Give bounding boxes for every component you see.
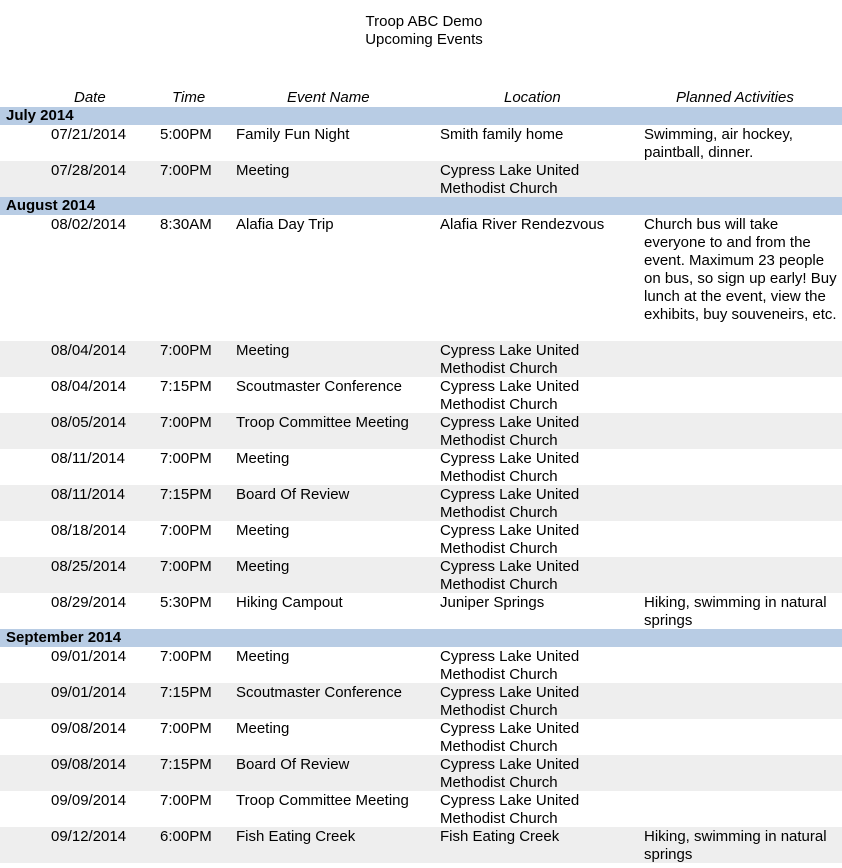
event-time: 7:00PM xyxy=(160,558,212,575)
event-location: Cypress Lake United Methodist Church xyxy=(440,162,580,197)
event-row xyxy=(0,377,842,413)
event-date: 09/09/2014 xyxy=(51,792,127,809)
event-row xyxy=(0,413,842,449)
event-date: 09/08/2014 xyxy=(51,756,127,773)
event-location: Cypress Lake United Methodist Church xyxy=(440,720,580,755)
event-row xyxy=(0,161,842,197)
event-date: 09/12/2014 xyxy=(51,828,127,845)
month-header: September 2014 xyxy=(0,629,842,647)
event-time: 5:30PM xyxy=(160,594,212,611)
column-header-planned-activities: Planned Activities xyxy=(676,89,794,106)
event-name: Board Of Review xyxy=(236,756,350,773)
event-date: 08/11/2014 xyxy=(51,486,125,503)
event-time: 7:15PM xyxy=(160,756,212,773)
event-name: Alafia Day Trip xyxy=(236,216,334,233)
event-time: 8:30AM xyxy=(160,216,212,233)
event-name: Scoutmaster Conference xyxy=(236,378,402,395)
event-time: 7:15PM xyxy=(160,684,212,701)
event-location: Cypress Lake United Methodist Church xyxy=(440,522,580,557)
event-location: Smith family home xyxy=(440,126,564,143)
event-date: 09/01/2014 xyxy=(51,648,127,665)
event-location: Cypress Lake United Methodist Church xyxy=(440,756,580,791)
event-location: Alafia River Rendezvous xyxy=(440,216,605,233)
event-row xyxy=(0,791,842,827)
event-time: 5:00PM xyxy=(160,126,212,143)
event-date: 08/29/2014 xyxy=(51,594,127,611)
event-row xyxy=(0,485,842,521)
event-location: Cypress Lake United Methodist Church xyxy=(440,450,580,485)
event-name: Meeting xyxy=(236,450,290,467)
event-name: Meeting xyxy=(236,558,290,575)
event-name: Meeting xyxy=(236,720,290,737)
event-time: 6:00PM xyxy=(160,828,212,845)
event-activities: Swimming, air hockey, paintball, dinner. xyxy=(644,126,793,161)
event-activities: Church bus will take everyone to and from the event. Maximum 23 people on bus, so sign up early! Buy lunch at the event, view the exhibits, buy souveneirs, etc. xyxy=(644,216,837,323)
event-name: Scoutmaster Conference xyxy=(236,684,402,701)
event-date: 07/21/2014 xyxy=(51,126,127,143)
event-name: Troop Committee Meeting xyxy=(236,414,409,431)
event-name: Board Of Review xyxy=(236,486,350,503)
event-date: 08/04/2014 xyxy=(51,342,127,359)
event-time: 7:00PM xyxy=(160,648,212,665)
event-row xyxy=(0,125,842,161)
event-name: Hiking Campout xyxy=(236,594,343,611)
event-row xyxy=(0,215,842,341)
event-row xyxy=(0,449,842,485)
event-activities: Hiking, swimming in natural springs xyxy=(644,828,827,863)
event-row xyxy=(0,521,842,557)
event-row xyxy=(0,755,842,791)
event-row xyxy=(0,827,842,863)
event-time: 7:00PM xyxy=(160,720,212,737)
event-row xyxy=(0,341,842,377)
event-location: Cypress Lake United Methodist Church xyxy=(440,684,580,719)
document-subtitle: Upcoming Events xyxy=(365,31,483,48)
event-date: 07/28/2014 xyxy=(51,162,127,179)
event-row xyxy=(0,719,842,755)
event-name: Meeting xyxy=(236,522,290,539)
event-name: Meeting xyxy=(236,342,290,359)
event-name: Fish Eating Creek xyxy=(236,828,356,845)
event-name: Meeting xyxy=(236,648,290,665)
event-location: Cypress Lake United Methodist Church xyxy=(440,342,580,377)
month-header: August 2014 xyxy=(0,197,842,215)
event-date: 08/02/2014 xyxy=(51,216,127,233)
event-location: Cypress Lake United Methodist Church xyxy=(440,486,580,521)
event-name: Troop Committee Meeting xyxy=(236,792,409,809)
event-activities: Hiking, swimming in natural springs xyxy=(644,594,827,629)
document-title: Troop ABC Demo xyxy=(365,13,483,30)
event-location: Cypress Lake United Methodist Church xyxy=(440,558,580,593)
event-date: 08/25/2014 xyxy=(51,558,127,575)
event-location: Cypress Lake United Methodist Church xyxy=(440,414,580,449)
events-table xyxy=(0,107,842,863)
event-time: 7:15PM xyxy=(160,486,212,503)
event-time: 7:00PM xyxy=(160,522,212,539)
event-time: 7:00PM xyxy=(160,792,212,809)
event-location: Cypress Lake United Methodist Church xyxy=(440,378,580,413)
column-header-event-name: Event Name xyxy=(287,89,370,106)
event-row xyxy=(0,593,842,629)
event-location: Cypress Lake United Methodist Church xyxy=(440,648,580,683)
event-date: 08/04/2014 xyxy=(51,378,127,395)
event-name: Family Fun Night xyxy=(236,126,350,143)
event-row xyxy=(0,557,842,593)
event-time: 7:00PM xyxy=(160,342,212,359)
event-row xyxy=(0,647,842,683)
event-date: 09/01/2014 xyxy=(51,684,127,701)
event-location: Juniper Springs xyxy=(440,594,545,611)
event-time: 7:15PM xyxy=(160,378,212,395)
column-header-date: Date xyxy=(74,89,106,106)
event-location: Fish Eating Creek xyxy=(440,828,560,845)
event-date: 08/05/2014 xyxy=(51,414,127,431)
event-time: 7:00PM xyxy=(160,450,212,467)
event-time: 7:00PM xyxy=(160,162,212,179)
event-name: Meeting xyxy=(236,162,290,179)
column-header-time: Time xyxy=(172,89,206,106)
event-row xyxy=(0,683,842,719)
column-header-location: Location xyxy=(504,89,561,106)
month-header: July 2014 xyxy=(0,107,842,125)
event-date: 08/18/2014 xyxy=(51,522,127,539)
event-location: Cypress Lake United Methodist Church xyxy=(440,792,580,827)
event-time: 7:00PM xyxy=(160,414,212,431)
event-date: 08/11/2014 xyxy=(51,450,125,467)
event-date: 09/08/2014 xyxy=(51,720,127,737)
